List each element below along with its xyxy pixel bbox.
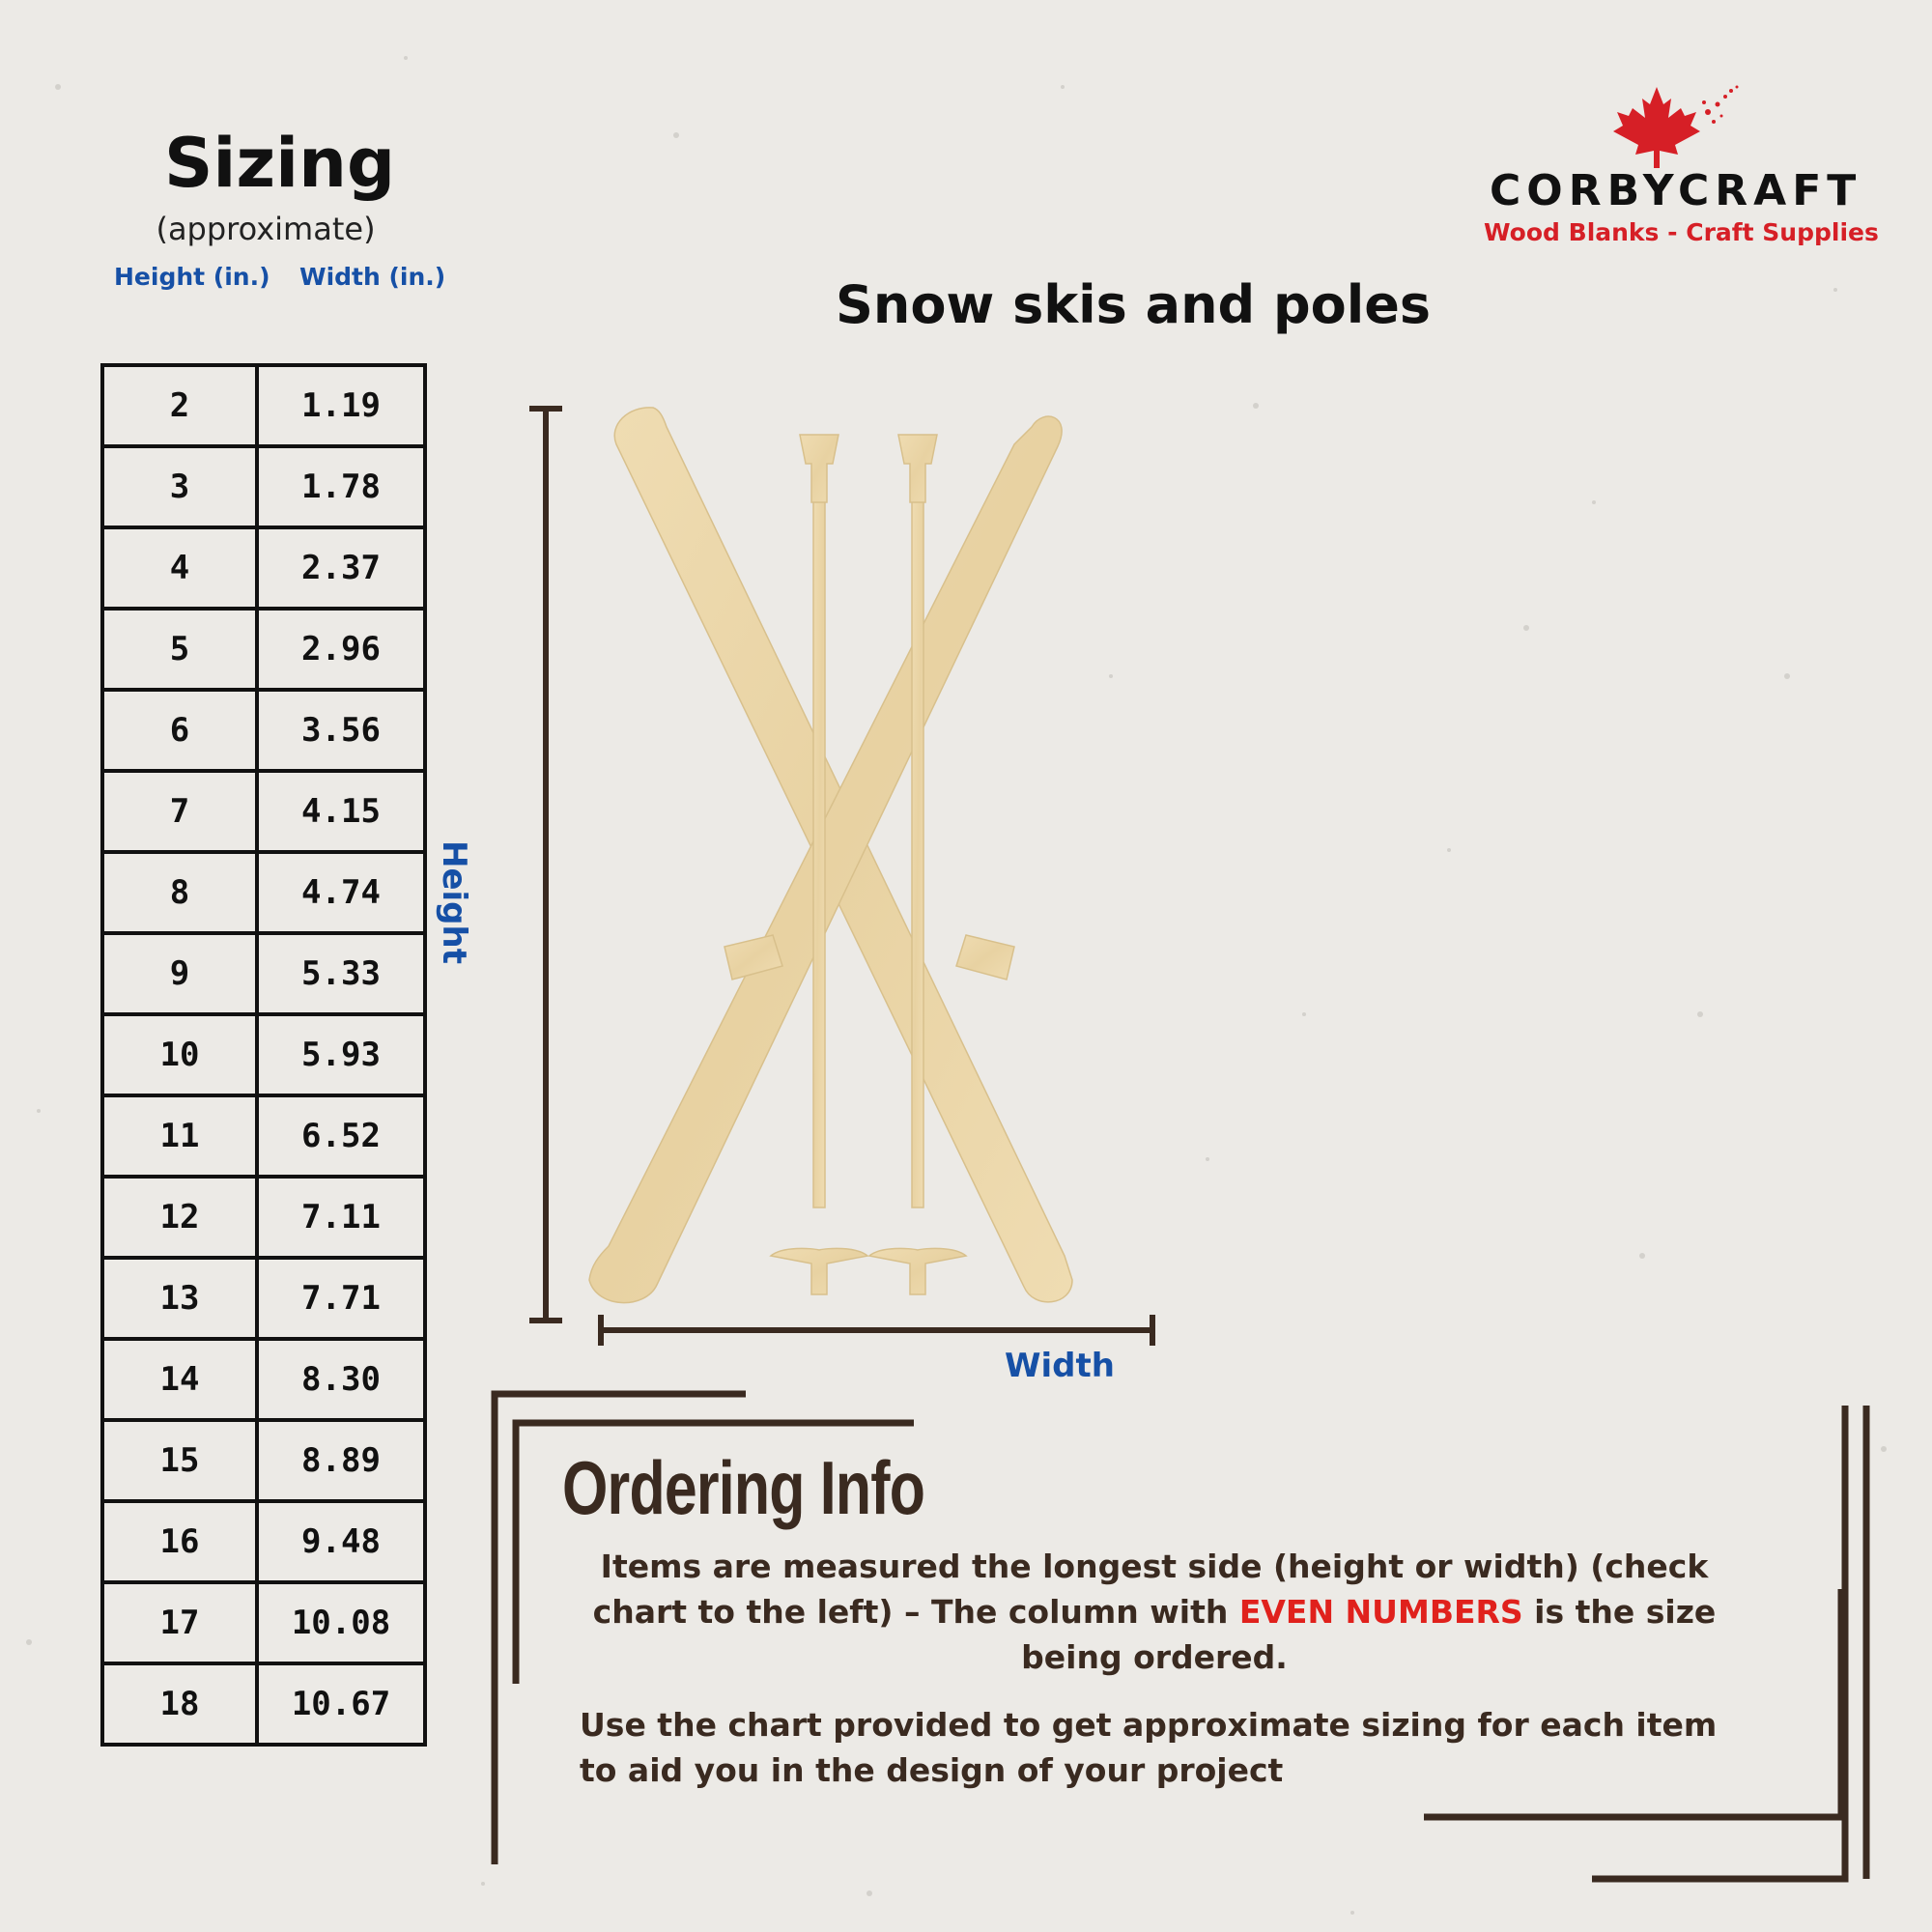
size-row bbox=[102, 1014, 425, 1095]
height-cell: 8 bbox=[102, 852, 257, 933]
size-row bbox=[102, 365, 425, 446]
ordering-text-after: is the size being ordered. bbox=[1021, 1593, 1717, 1676]
product-title: Snow skis and poles bbox=[836, 274, 1431, 335]
height-cell: 2 bbox=[102, 365, 257, 446]
width-cell: 1.78 bbox=[257, 446, 425, 527]
skis-and-poles-icon bbox=[570, 406, 1140, 1314]
width-cell: 8.89 bbox=[257, 1420, 425, 1501]
even-numbers-highlight: EVEN NUMBERS bbox=[1238, 1593, 1523, 1631]
size-row bbox=[102, 446, 425, 527]
width-cell: 5.93 bbox=[257, 1014, 425, 1095]
size-row bbox=[102, 933, 425, 1014]
ordering-info-paragraph-1 bbox=[575, 1544, 1734, 1680]
width-cell: 8.30 bbox=[257, 1339, 425, 1420]
height-cell: 4 bbox=[102, 527, 257, 609]
size-row bbox=[102, 1258, 425, 1339]
size-row bbox=[102, 1339, 425, 1420]
size-row bbox=[102, 609, 425, 690]
width-cell: 10.67 bbox=[257, 1663, 425, 1745]
size-row bbox=[102, 1501, 425, 1582]
height-cell: 13 bbox=[102, 1258, 257, 1339]
width-label: Width bbox=[1005, 1347, 1115, 1385]
height-label: Height bbox=[435, 840, 473, 964]
size-row bbox=[102, 852, 425, 933]
size-row bbox=[102, 1420, 425, 1501]
size-row bbox=[102, 527, 425, 609]
height-cell: 15 bbox=[102, 1420, 257, 1501]
height-cell: 18 bbox=[102, 1663, 257, 1745]
width-cell: 9.48 bbox=[257, 1501, 425, 1582]
size-row bbox=[102, 1582, 425, 1663]
width-cell: 3.56 bbox=[257, 690, 425, 771]
size-row bbox=[102, 1177, 425, 1258]
width-cell: 6.52 bbox=[257, 1095, 425, 1177]
width-cell: 4.74 bbox=[257, 852, 425, 933]
height-cell: 14 bbox=[102, 1339, 257, 1420]
height-cell: 3 bbox=[102, 446, 257, 527]
height-dimension-line bbox=[522, 401, 570, 1328]
height-cell: 5 bbox=[102, 609, 257, 690]
width-cell: 4.15 bbox=[257, 771, 425, 852]
ordering-info-title: Ordering Info bbox=[562, 1445, 925, 1530]
ordering-text-before: Items are measured the longest side (height or width) (check chart to the left) – The column with bbox=[592, 1548, 1709, 1631]
height-cell: 12 bbox=[102, 1177, 257, 1258]
sizing-subtitle: (approximate) bbox=[156, 211, 376, 247]
width-cell: 7.71 bbox=[257, 1258, 425, 1339]
height-cell: 17 bbox=[102, 1582, 257, 1663]
width-cell: 2.96 bbox=[257, 609, 425, 690]
height-cell: 6 bbox=[102, 690, 257, 771]
width-cell: 2.37 bbox=[257, 527, 425, 609]
height-cell: 16 bbox=[102, 1501, 257, 1582]
width-cell: 10.08 bbox=[257, 1582, 425, 1663]
sizing-table bbox=[100, 363, 427, 1747]
size-row bbox=[102, 690, 425, 771]
size-row bbox=[102, 1663, 425, 1745]
height-cell: 9 bbox=[102, 933, 257, 1014]
height-cell: 11 bbox=[102, 1095, 257, 1177]
width-cell: 5.33 bbox=[257, 933, 425, 1014]
brand-name: CORBYCRAFT bbox=[1490, 166, 1862, 215]
height-cell: 10 bbox=[102, 1014, 257, 1095]
width-cell: 1.19 bbox=[257, 365, 425, 446]
width-cell: 7.11 bbox=[257, 1177, 425, 1258]
width-dimension-line bbox=[589, 1311, 1169, 1350]
height-cell: 7 bbox=[102, 771, 257, 852]
brand-tagline: Wood Blanks - Craft Supplies bbox=[1484, 218, 1879, 246]
ordering-info-paragraph-2: Use the chart provided to get approximate sizing for each item to aid you in the design of your project bbox=[580, 1706, 1718, 1789]
sizing-title: Sizing bbox=[164, 124, 396, 203]
size-row bbox=[102, 771, 425, 852]
height-column-header: Height (in.) bbox=[114, 263, 270, 291]
maple-leaf-icon bbox=[1604, 83, 1748, 170]
width-column-header: Width (in.) bbox=[299, 263, 446, 291]
size-row bbox=[102, 1095, 425, 1177]
